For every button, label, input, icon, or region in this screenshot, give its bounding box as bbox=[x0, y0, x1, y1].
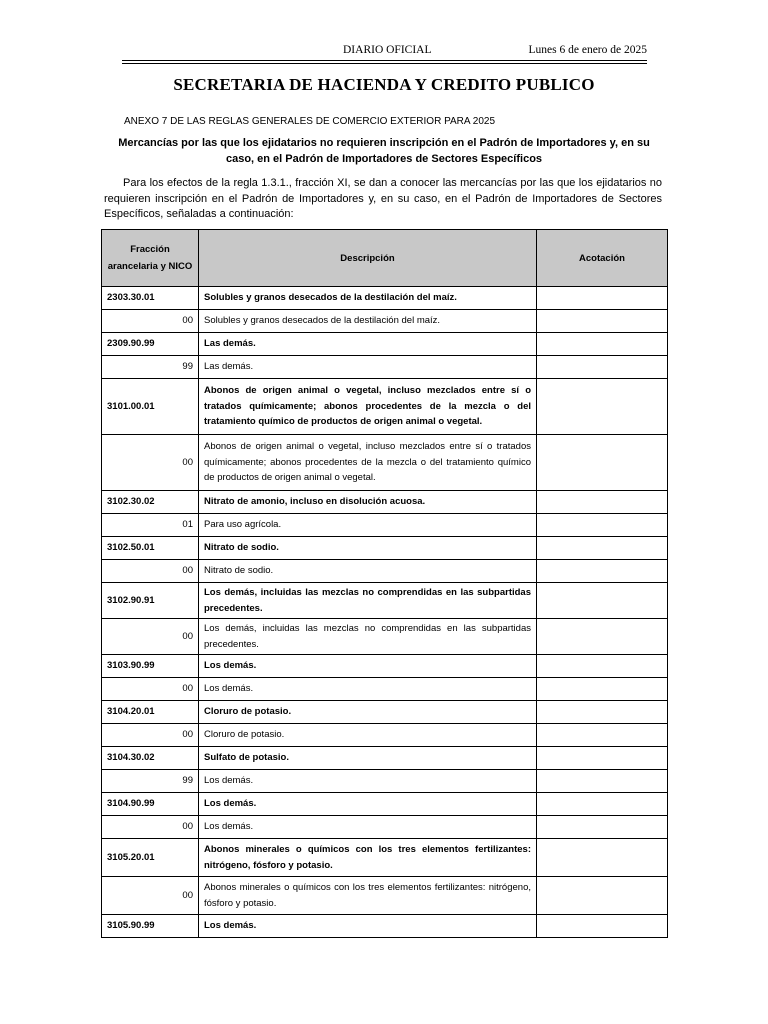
annex-heading: ANEXO 7 DE LAS REGLAS GENERALES DE COMERCIO EXTERIOR PARA 2025 bbox=[124, 116, 496, 127]
acotacion-cell bbox=[537, 333, 668, 356]
description-cell: Nitrato de sodio. bbox=[199, 537, 537, 560]
description-cell: Los demás. bbox=[199, 770, 537, 793]
description-cell: Las demás. bbox=[199, 356, 537, 379]
publication-name: DIARIO OFICIAL bbox=[343, 44, 432, 56]
acotacion-cell bbox=[537, 379, 668, 435]
table-body bbox=[102, 287, 668, 938]
description-cell: Los demás. bbox=[199, 793, 537, 816]
nico-cell: 00 bbox=[102, 678, 199, 701]
table-header-row bbox=[102, 230, 668, 287]
description-cell: Los demás. bbox=[199, 655, 537, 678]
acotacion-cell bbox=[537, 839, 668, 877]
fraccion-code-cell: 3102.90.91 bbox=[102, 583, 199, 619]
nico-cell: 00 bbox=[102, 560, 199, 583]
description-cell: Abonos minerales o químicos con los tres elementos fertilizantes: nitrógeno, fósforo y potasio. bbox=[199, 877, 537, 915]
acotacion-cell bbox=[537, 877, 668, 915]
table-row bbox=[102, 747, 668, 770]
description-cell: Los demás. bbox=[199, 816, 537, 839]
acotacion-cell bbox=[537, 583, 668, 619]
description-cell: Abonos de origen animal o vegetal, incluso mezclados entre sí o tratados químicamente; abonos procedentes de la mezcla o del tratamiento químico de productos de origen animal o vegetal. bbox=[199, 435, 537, 491]
table-row bbox=[102, 310, 668, 333]
acotacion-cell bbox=[537, 655, 668, 678]
description-cell: Abonos de origen animal o vegetal, incluso mezclados entre sí o tratados químicamente; abonos procedentes de la mezcla o del tratamiento químico de productos de origen animal o vegetal. bbox=[199, 379, 537, 435]
description-cell: Para uso agrícola. bbox=[199, 514, 537, 537]
acotacion-cell bbox=[537, 915, 668, 938]
fraccion-code-cell: 3105.90.99 bbox=[102, 915, 199, 938]
fraccion-code-cell: 3102.30.02 bbox=[102, 491, 199, 514]
table-row bbox=[102, 724, 668, 747]
table-row bbox=[102, 514, 668, 537]
acotacion-cell bbox=[537, 793, 668, 816]
description-cell: Nitrato de sodio. bbox=[199, 560, 537, 583]
acotacion-cell bbox=[537, 701, 668, 724]
table-row bbox=[102, 770, 668, 793]
column-header-acotacion: Acotación bbox=[537, 230, 668, 287]
table-row bbox=[102, 877, 668, 915]
fraccion-code-cell: 3104.20.01 bbox=[102, 701, 199, 724]
fraccion-code-cell: 2309.90.99 bbox=[102, 333, 199, 356]
table-row bbox=[102, 915, 668, 938]
column-header-descripcion: Descripción bbox=[199, 230, 537, 287]
section-subtitle: Mercancías por las que los ejidatarios no requieren inscripción en el Padrón de Importadores y, en su caso, en el Padrón de Importadores de Sectores Específicos bbox=[118, 137, 650, 165]
acotacion-cell bbox=[537, 287, 668, 310]
nico-cell: 00 bbox=[102, 877, 199, 915]
acotacion-cell bbox=[537, 356, 668, 379]
description-cell: Nitrato de amonio, incluso en disolución acuosa. bbox=[199, 491, 537, 514]
tariff-table bbox=[101, 229, 668, 938]
header-rule bbox=[122, 63, 647, 64]
nico-cell: 00 bbox=[102, 724, 199, 747]
table-row bbox=[102, 678, 668, 701]
fraccion-code-cell: 3104.90.99 bbox=[102, 793, 199, 816]
table-row bbox=[102, 701, 668, 724]
nico-cell: 99 bbox=[102, 770, 199, 793]
acotacion-cell bbox=[537, 770, 668, 793]
acotacion-cell bbox=[537, 747, 668, 770]
page-title: SECRETARIA DE HACIENDA Y CREDITO PUBLICO bbox=[173, 75, 595, 94]
table-row bbox=[102, 356, 668, 379]
table-row bbox=[102, 560, 668, 583]
table-row bbox=[102, 619, 668, 655]
table-row bbox=[102, 655, 668, 678]
description-cell: Las demás. bbox=[199, 333, 537, 356]
fraccion-code-cell: 3101.00.01 bbox=[102, 379, 199, 435]
acotacion-cell bbox=[537, 619, 668, 655]
table-row bbox=[102, 816, 668, 839]
description-cell: Los demás. bbox=[199, 915, 537, 938]
acotacion-cell bbox=[537, 310, 668, 333]
fraccion-code-cell: 3105.20.01 bbox=[102, 839, 199, 877]
acotacion-cell bbox=[537, 537, 668, 560]
description-cell: Solubles y granos desecados de la destilación del maíz. bbox=[199, 310, 537, 333]
description-cell: Sulfato de potasio. bbox=[199, 747, 537, 770]
nico-cell: 00 bbox=[102, 619, 199, 655]
nico-cell: 00 bbox=[102, 816, 199, 839]
acotacion-cell bbox=[537, 514, 668, 537]
acotacion-cell bbox=[537, 724, 668, 747]
description-cell: Cloruro de potasio. bbox=[199, 724, 537, 747]
table-row bbox=[102, 583, 668, 619]
page-header bbox=[122, 44, 647, 60]
publication-date: Lunes 6 de enero de 2025 bbox=[528, 44, 647, 56]
acotacion-cell bbox=[537, 435, 668, 491]
description-cell: Solubles y granos desecados de la destilación del maíz. bbox=[199, 287, 537, 310]
table-row bbox=[102, 333, 668, 356]
description-cell: Cloruro de potasio. bbox=[199, 701, 537, 724]
table-row bbox=[102, 537, 668, 560]
fraccion-code-cell: 3102.50.01 bbox=[102, 537, 199, 560]
table-row bbox=[102, 839, 668, 877]
acotacion-cell bbox=[537, 491, 668, 514]
nico-cell: 00 bbox=[102, 435, 199, 491]
header-rule bbox=[122, 60, 647, 61]
nico-cell: 00 bbox=[102, 310, 199, 333]
description-cell: Los demás. bbox=[199, 678, 537, 701]
table-row bbox=[102, 287, 668, 310]
fraccion-code-cell: 3104.30.02 bbox=[102, 747, 199, 770]
fraccion-code-cell: 3103.90.99 bbox=[102, 655, 199, 678]
table-row bbox=[102, 435, 668, 491]
acotacion-cell bbox=[537, 678, 668, 701]
acotacion-cell bbox=[537, 560, 668, 583]
table-row bbox=[102, 491, 668, 514]
table-row bbox=[102, 379, 668, 435]
description-cell: Los demás, incluidas las mezclas no comprendidas en las subpartidas precedentes. bbox=[199, 619, 537, 655]
nico-cell: 99 bbox=[102, 356, 199, 379]
intro-paragraph: Para los efectos de la regla 1.3.1., fracción XI, se dan a conocer las mercancías por las que los ejidatarios no requieren inscripción en el Padrón de Importadores y, en su caso, en el Padrón de Importadores de Sectores Específicos, señaladas a continuación: bbox=[104, 177, 662, 220]
table-row bbox=[102, 793, 668, 816]
acotacion-cell bbox=[537, 816, 668, 839]
description-cell: Los demás, incluidas las mezclas no comprendidas en las subpartidas precedentes. bbox=[199, 583, 537, 619]
fraccion-code-cell: 2303.30.01 bbox=[102, 287, 199, 310]
column-header-fraccion: Fracción arancelaria y NICO bbox=[102, 230, 199, 287]
nico-cell: 01 bbox=[102, 514, 199, 537]
description-cell: Abonos minerales o químicos con los tres elementos fertilizantes: nitrógeno, fósforo y potasio. bbox=[199, 839, 537, 877]
